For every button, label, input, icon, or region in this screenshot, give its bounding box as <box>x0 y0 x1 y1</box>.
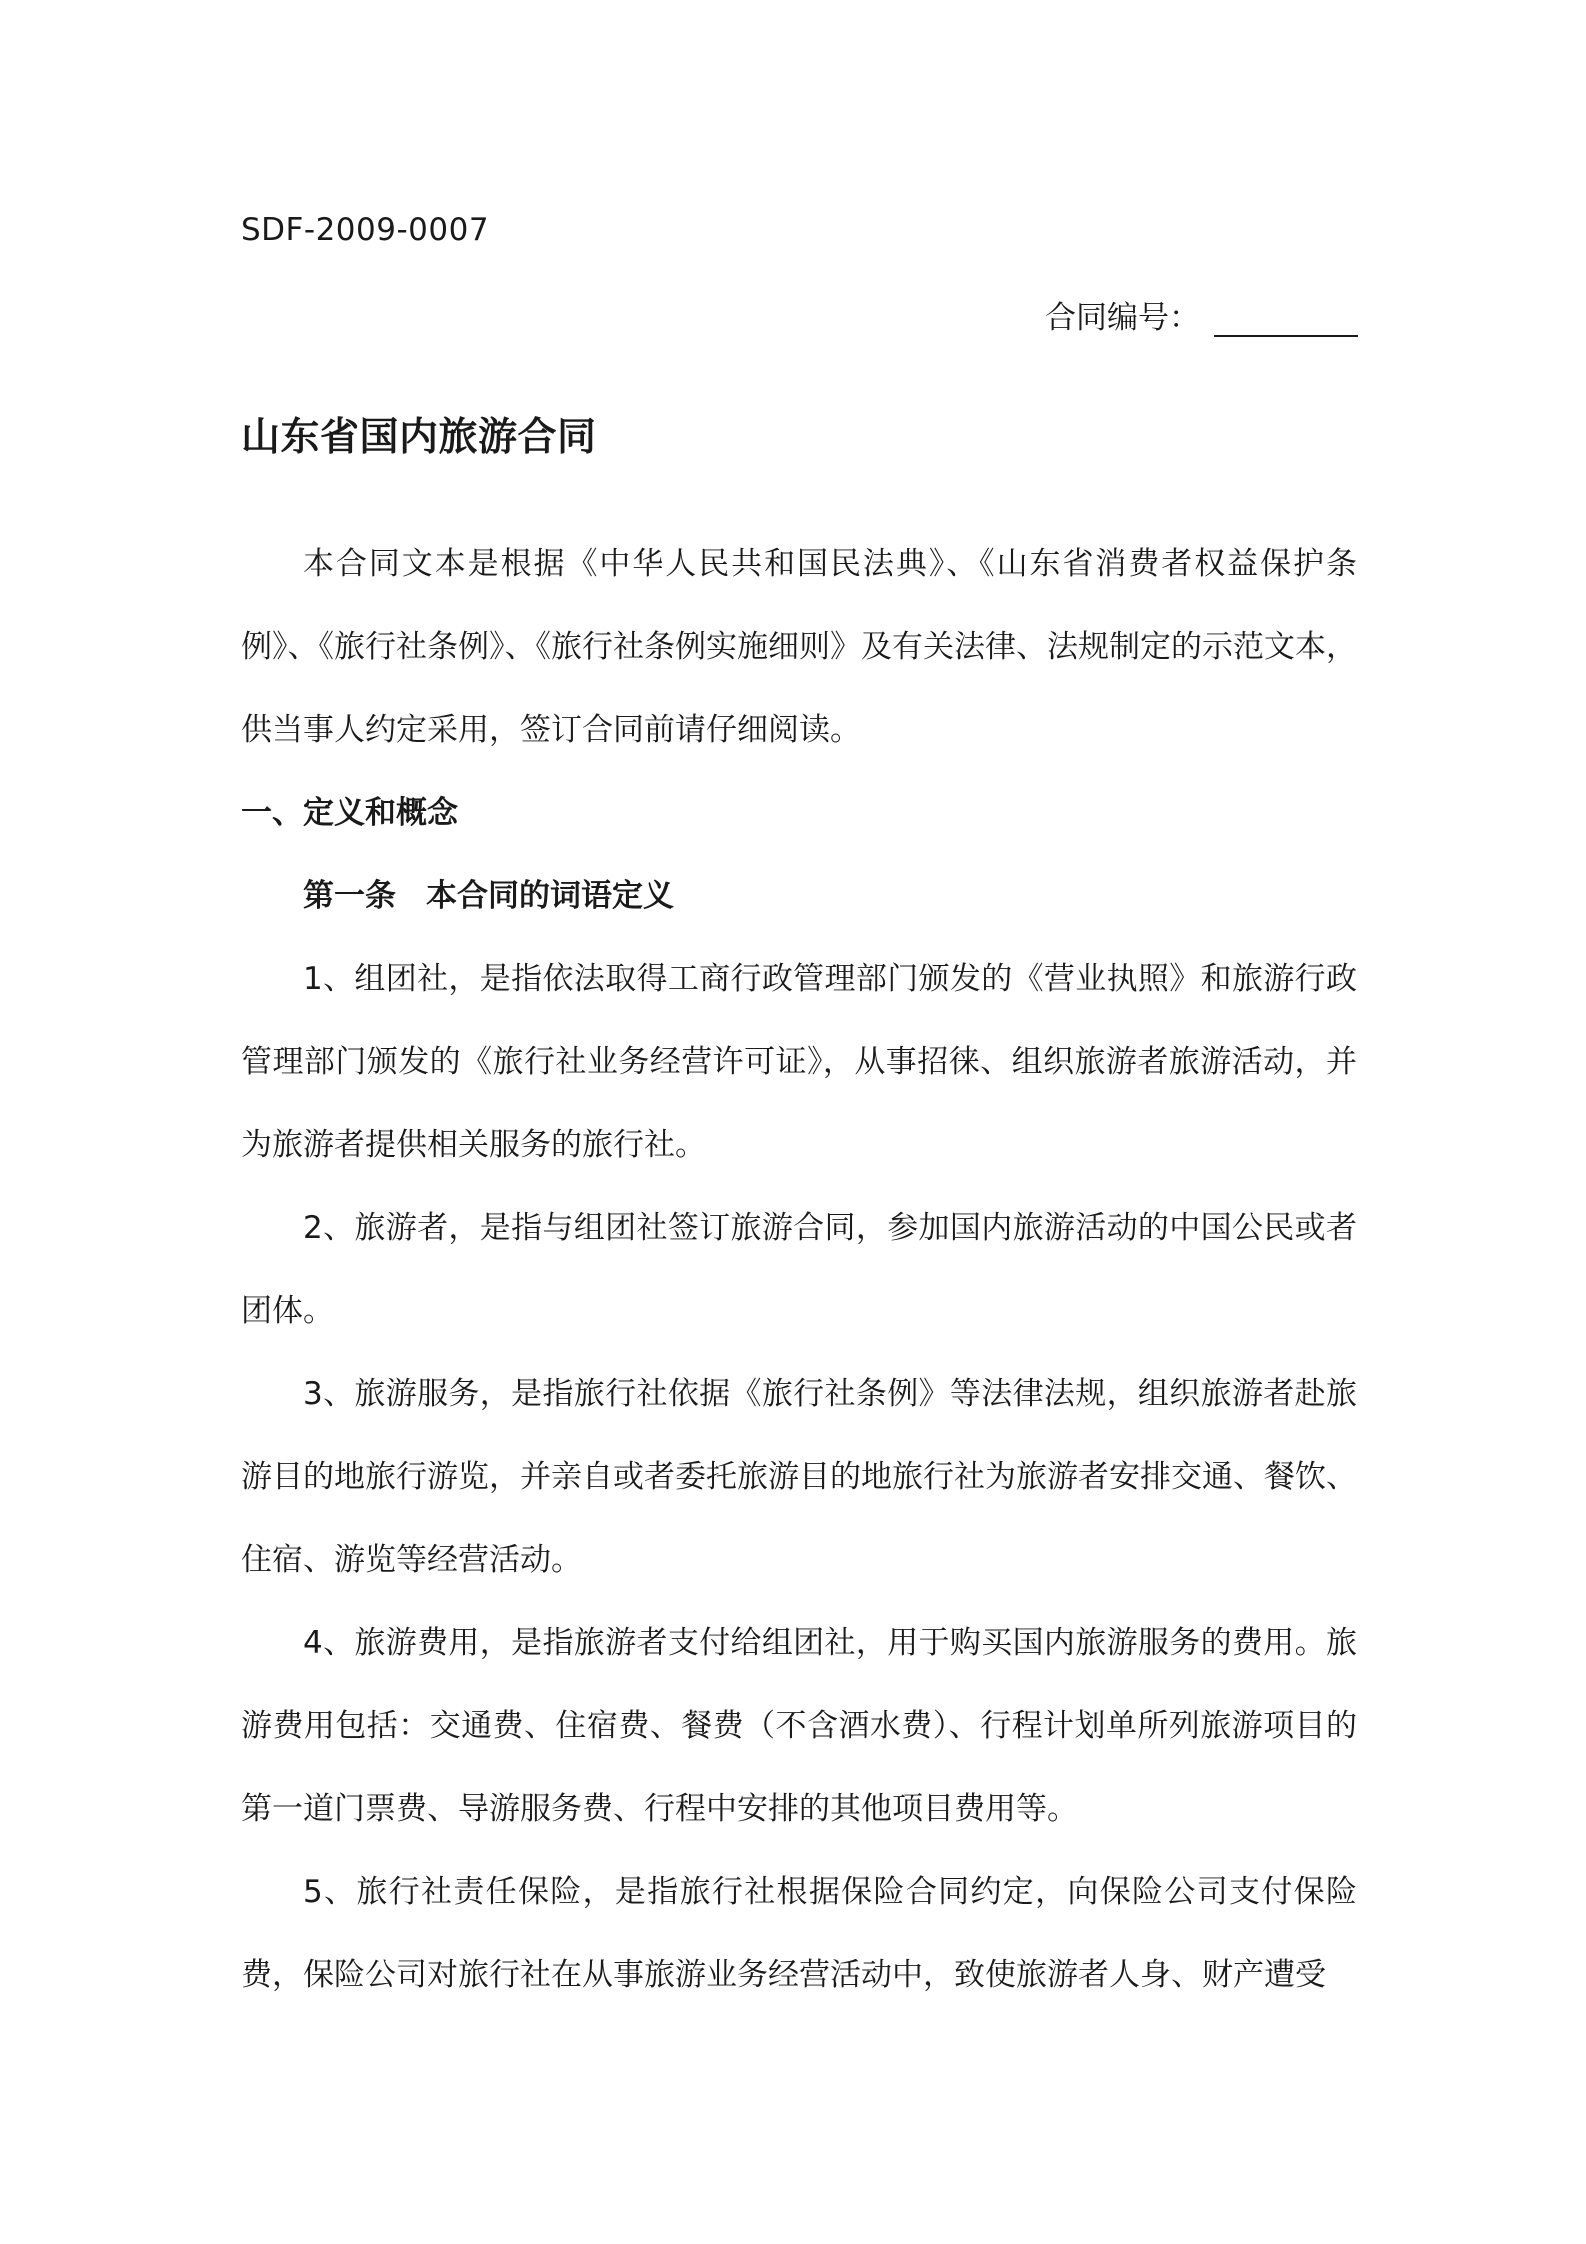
article-title: 本合同的词语定义 <box>426 878 674 914</box>
contract-number-field <box>1045 292 1358 337</box>
document-body <box>241 523 1357 2017</box>
preamble-paragraph: 本合同文本是根据《中华人民共和国民法典》、《山东省消费者权益保护条例》、《旅行社条例》、《旅行社条例实施细则》及有关法律、法规制定的示范文本，供当事人约定采用，签订合同前请仔细阅读。 <box>241 546 1357 748</box>
section-heading: 一、定义和概念 <box>241 795 458 831</box>
article-heading <box>241 855 1357 938</box>
contract-number-label: 合同编号： <box>1045 300 1200 336</box>
contract-number-blank <box>1214 301 1358 337</box>
definition-item-4: 4、旅游费用，是指旅游者支付给组团社，用于购买国内旅游服务的费用。旅游费用包括：交通费、住宿费、餐费（不含酒水费）、行程计划单所列旅游项目的第一道门票费、导游服务费、行程中安排的其他项目费用等。 <box>241 1625 1357 1827</box>
definition-item-3: 3、旅游服务，是指旅行社依据《旅行社条例》等法律法规，组织旅游者赴旅游目的地旅行游览，并亲自或者委托旅游目的地旅行社为旅游者安排交通、餐饮、住宿、游览等经营活动。 <box>241 1376 1357 1578</box>
definition-item-1: 1、组团社，是指依法取得工商行政管理部门颁发的《营业执照》和旅游行政管理部门颁发的《旅行社业务经营许可证》，从事招徕、组织旅游者旅游活动，并为旅游者提供相关服务的旅行社。 <box>241 961 1357 1163</box>
document-title: 山东省国内旅游合同 <box>241 415 597 460</box>
article-number: 第一条 <box>303 878 396 914</box>
definition-item-2: 2、旅游者，是指与组团社签订旅游合同，参加国内旅游活动的中国公民或者团体。 <box>241 1210 1357 1329</box>
definition-item-5: 5、旅行社责任保险，是指旅行社根据保险合同约定，向保险公司支付保险费，保险公司对旅行社在从事旅游业务经营活动中，致使旅游者人身、财产遭受 <box>241 1874 1357 1993</box>
document-code: SDF-2009-0007 <box>241 212 490 248</box>
